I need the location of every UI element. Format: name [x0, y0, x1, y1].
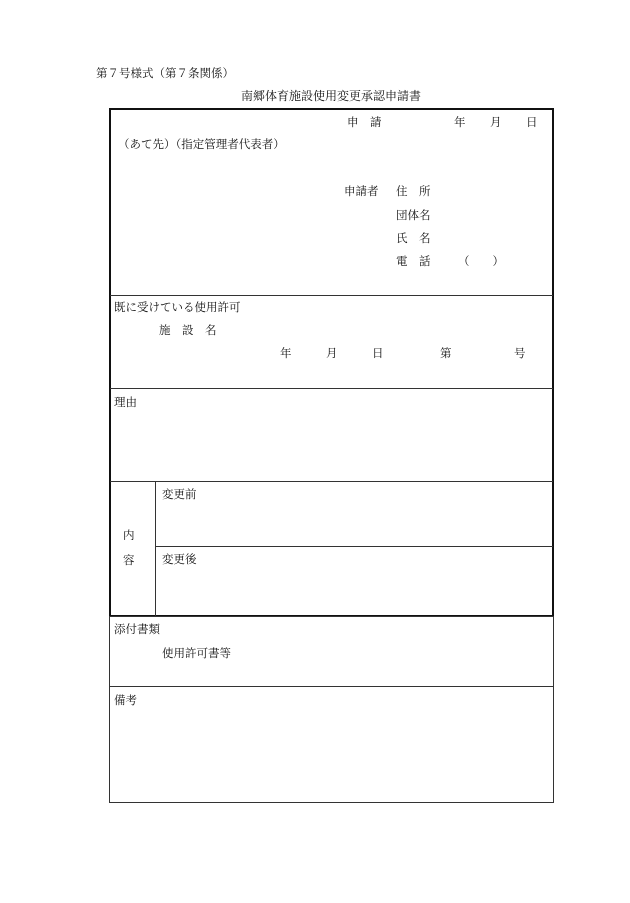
- phone-label: 電 話: [396, 254, 431, 268]
- permit-section-label: 既に受けている使用許可: [114, 300, 241, 314]
- apply-year-label: 年: [454, 115, 466, 129]
- permit-year-label: 年: [280, 346, 292, 360]
- attachments-value: 使用許可書等: [162, 646, 231, 660]
- name-label: 氏 名: [396, 231, 431, 245]
- form-number: 第７号様式（第７条関係）: [96, 66, 234, 80]
- permit-number-prefix: 第: [440, 346, 452, 360]
- permit-number-suffix: 号: [514, 346, 526, 360]
- phone-parens: （ ）: [458, 254, 504, 268]
- divider-before-after: [156, 546, 553, 547]
- divider-permit-reason: [110, 388, 553, 389]
- permit-day-label: 日: [372, 346, 384, 360]
- before-change-label: 変更前: [162, 487, 197, 501]
- facility-name-label: 施 設 名: [159, 323, 217, 337]
- apply-date-label: 申 請: [347, 115, 382, 129]
- remarks-label: 備考: [114, 693, 137, 707]
- main-frame: [109, 108, 554, 617]
- divider-attach-remarks: [110, 686, 553, 687]
- address-label: 住 所: [396, 184, 431, 198]
- group-name-label: 団体名: [396, 208, 431, 222]
- lower-frame: [109, 616, 554, 803]
- applicant-label: 申請者: [344, 184, 379, 198]
- addressee-label: （あて先）（指定管理者代表者）: [118, 137, 285, 151]
- after-change-label: 変更後: [162, 552, 197, 566]
- attachments-label: 添付書類: [114, 622, 160, 636]
- divider-header-permit: [110, 295, 553, 296]
- content-label-bottom: 容: [123, 553, 135, 567]
- apply-day-label: 日: [526, 115, 538, 129]
- divider-content-label: [155, 481, 156, 616]
- form-title: 南郷体育施設使用変更承認申請書: [241, 89, 422, 103]
- content-label-top: 内: [123, 528, 135, 542]
- reason-label: 理由: [114, 395, 137, 409]
- divider-reason-content: [110, 481, 553, 482]
- apply-month-label: 月: [490, 115, 502, 129]
- permit-month-label: 月: [326, 346, 338, 360]
